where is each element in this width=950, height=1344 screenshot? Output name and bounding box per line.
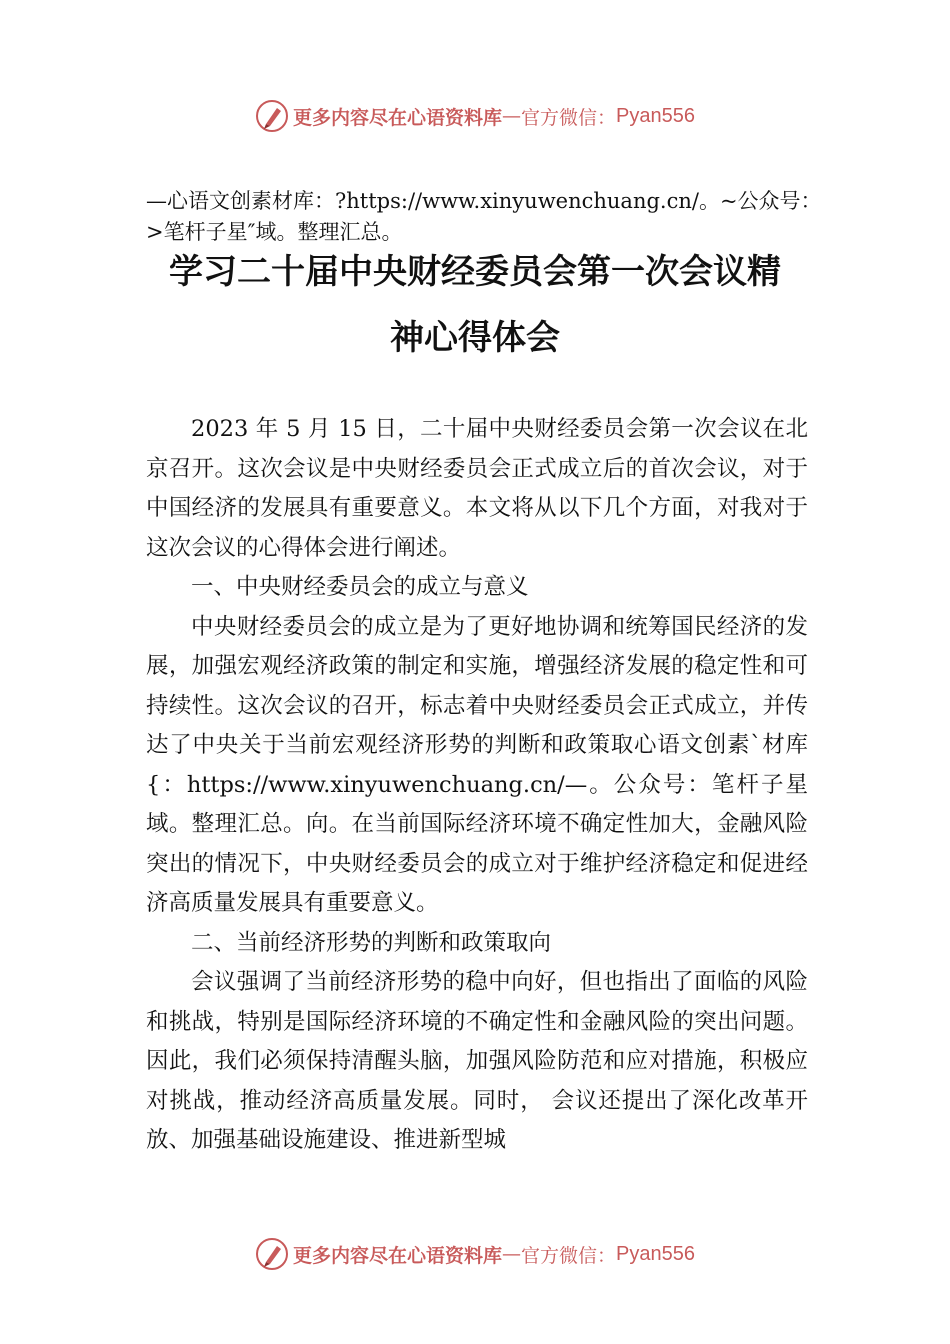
- banner-separator: —: [502, 105, 522, 127]
- paragraph-intro: 2023 年 5 月 15 日，二十届中央财经委员会第一次会议在北京召开。这次会议是中央财经委员会正式成立后的首次会议，对于中国经济的发展具有重要意义。本文将从以下几个方面，对我对于这次会议的心得体会进行阐述。: [146, 416, 808, 561]
- source-note: —心语文创素材库：?https://www.xinyuwenchuang.cn/。~公众号：>笔杆子星″域。整理汇总。: [146, 189, 822, 244]
- pen-logo-icon: [255, 1237, 289, 1271]
- section-heading-2: 二、当前经济形势的判断和政策取向: [191, 929, 552, 956]
- section-heading-1: 一、中央财经委员会的成立与意义: [191, 574, 529, 600]
- banner-wechat-label: 官方微信：: [521, 1244, 617, 1267]
- document-title-line-1: 学习二十届中央财经委员会第一次会议精: [169, 252, 781, 292]
- pen-logo-icon: [255, 99, 289, 133]
- document-title-line-2: 神心得体会: [390, 318, 560, 358]
- banner-wechat-id: Pyan556: [616, 1242, 695, 1265]
- document-body: [146, 410, 808, 1161]
- banner-brand: 更多内容尽在心语资料库: [293, 106, 503, 129]
- footer-banner: [0, 1234, 950, 1274]
- paragraph-section-1: 中央财经委员会的成立是为了更好地协调和统筹国民经济的发展，加强宏观经济政策的制定和实施，增强经济发展的稳定性和可持续性。这次会议的召开，标志着中央财经委员会正式成立，并传达了中央关于当前宏观经济形势的判断和政策取心语文创素`材库{：https://www.xinyuwenchuang.cn/—。公众号：笔杆子星域。整理汇总。向。在当前国际经济环境不确定性加大，金融风险突出的情况下，中央财经委员会的成立对于维护经济稳定和促进经济高质量发展具有重要意义。: [146, 613, 808, 916]
- banner-separator: —: [502, 1243, 522, 1265]
- header-banner: [0, 96, 950, 136]
- banner-brand: 更多内容尽在心语资料库: [293, 1244, 503, 1267]
- banner-wechat-label: 官方微信：: [521, 106, 617, 129]
- paragraph-section-2: 会议强调了当前经济形势的稳中向好，但也指出了面临的风险和挑战，特别是国际经济环境的不确定性和金融风险的突出问题。因此，我们必须保持清醒头脑，加强风险防范和应对措施，积极应对挑战，推动经济高质量发展。同时， 会议还提出了深化改革开放、加强基础设施建设、推进新型城: [146, 969, 808, 1153]
- banner-wechat-id: Pyan556: [616, 104, 695, 127]
